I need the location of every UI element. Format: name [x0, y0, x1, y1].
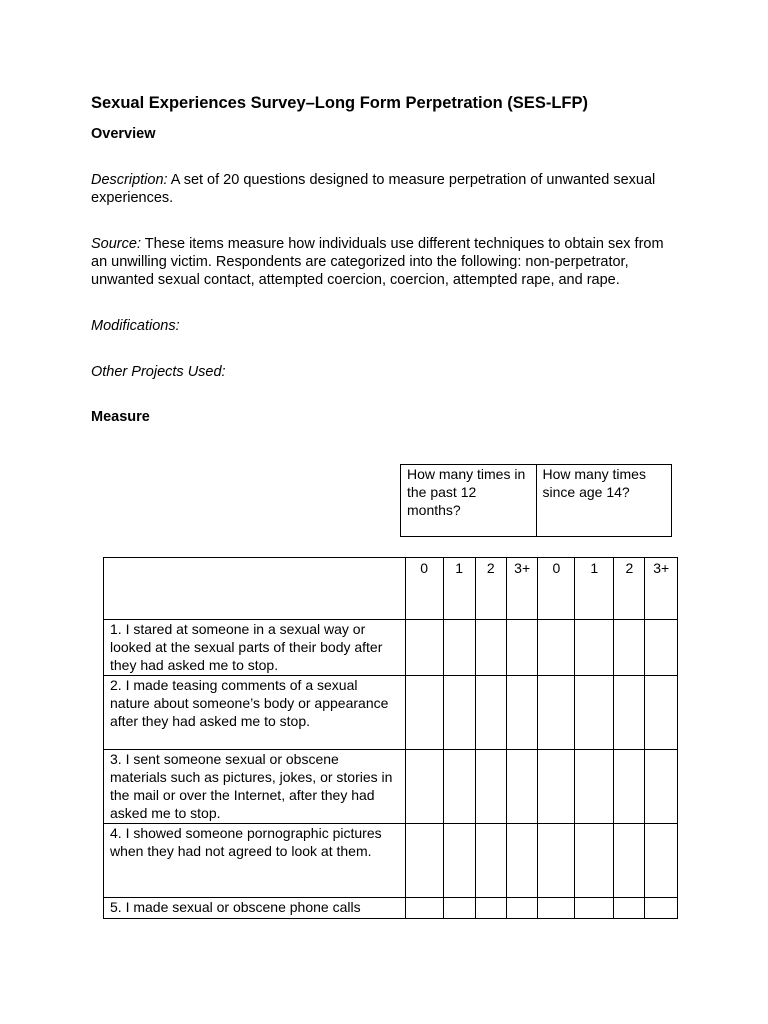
answer-cell[interactable] — [405, 824, 443, 898]
question-cell: 1. I stared at someone in a sexual way or looked at the sexual parts of their body after they had asked me to stop. — [104, 620, 406, 676]
timeframe-header-table — [400, 464, 672, 537]
question-cell: 3. I sent someone sexual or obscene materials such as pictures, jokes, or stories in the mail or over the Internet, after they had asked me to stop. — [104, 750, 406, 824]
answer-cell[interactable] — [443, 898, 475, 919]
description-paragraph — [91, 171, 671, 207]
answer-cell[interactable] — [538, 898, 575, 919]
answer-cell[interactable] — [645, 750, 678, 824]
description-label: Description: — [91, 172, 168, 188]
answer-cell[interactable] — [443, 750, 475, 824]
answer-cell[interactable] — [475, 750, 506, 824]
column-header: 3+ — [506, 558, 537, 620]
question-cell: 5. I made sexual or obscene phone calls — [104, 898, 406, 919]
question-cell: 4. I showed someone pornographic pictures when they had not agreed to look at them. — [104, 824, 406, 898]
since-age-14-header: How many times since age 14? — [536, 465, 672, 537]
source-paragraph — [91, 235, 671, 289]
answer-cell[interactable] — [614, 824, 645, 898]
answer-cell[interactable] — [443, 620, 475, 676]
answer-cell[interactable] — [506, 824, 537, 898]
answer-cell[interactable] — [645, 676, 678, 750]
column-header: 2 — [614, 558, 645, 620]
table-row — [104, 824, 678, 898]
column-header: 0 — [405, 558, 443, 620]
column-header: 0 — [538, 558, 575, 620]
answer-cell[interactable] — [506, 676, 537, 750]
source-text: These items measure how individuals use different techniques to obtain sex from an unwilling victim. Respondents are categorized into the following: non-perpetrator, unwanted sexual contact, attempted coercion, coercion, attempted rape, and rape. — [91, 236, 664, 288]
answer-cell[interactable] — [506, 898, 537, 919]
answer-cell[interactable] — [645, 824, 678, 898]
answer-cell[interactable] — [614, 676, 645, 750]
answer-cell[interactable] — [645, 620, 678, 676]
answer-cell[interactable] — [405, 898, 443, 919]
answer-cell[interactable] — [538, 824, 575, 898]
answer-cell[interactable] — [614, 620, 645, 676]
column-header: 1 — [575, 558, 614, 620]
column-header: 2 — [475, 558, 506, 620]
table-row — [104, 620, 678, 676]
table-row — [104, 750, 678, 824]
answer-cell[interactable] — [405, 620, 443, 676]
modifications-label: Modifications: — [91, 318, 180, 334]
answer-cell[interactable] — [506, 750, 537, 824]
modifications-paragraph — [91, 317, 671, 335]
answer-cell[interactable] — [538, 676, 575, 750]
table-row — [104, 898, 678, 919]
question-header-cell — [104, 558, 406, 620]
answer-cell[interactable] — [475, 898, 506, 919]
measure-heading: Measure — [91, 409, 150, 425]
answer-cell[interactable] — [443, 824, 475, 898]
column-header: 1 — [443, 558, 475, 620]
other-projects-label: Other Projects Used: — [91, 364, 226, 380]
table-row — [104, 676, 678, 750]
table-header-row — [104, 558, 678, 620]
answer-cell[interactable] — [538, 750, 575, 824]
document-title: Sexual Experiences Survey–Long Form Perpetration (SES-LFP) — [91, 94, 588, 112]
answer-cell[interactable] — [645, 898, 678, 919]
column-header: 3+ — [645, 558, 678, 620]
other-projects-paragraph — [91, 363, 671, 381]
answer-cell[interactable] — [575, 676, 614, 750]
answer-cell[interactable] — [575, 824, 614, 898]
answer-cell[interactable] — [475, 676, 506, 750]
answer-cell[interactable] — [443, 676, 475, 750]
question-cell: 2. I made teasing comments of a sexual nature about someone’s body or appearance after they had asked me to stop. — [104, 676, 406, 750]
answer-cell[interactable] — [475, 824, 506, 898]
answer-cell[interactable] — [538, 620, 575, 676]
overview-heading: Overview — [91, 126, 156, 142]
source-label: Source: — [91, 236, 141, 252]
answer-cell[interactable] — [506, 620, 537, 676]
past-12-months-header: How many times in the past 12 months? — [401, 465, 537, 537]
answer-cell[interactable] — [575, 620, 614, 676]
answer-cell[interactable] — [614, 750, 645, 824]
description-text: A set of 20 questions designed to measure perpetration of unwanted sexual experiences. — [91, 172, 656, 206]
answer-cell[interactable] — [475, 620, 506, 676]
answer-cell[interactable] — [405, 750, 443, 824]
measure-table — [103, 557, 678, 919]
answer-cell[interactable] — [575, 898, 614, 919]
answer-cell[interactable] — [575, 750, 614, 824]
answer-cell[interactable] — [614, 898, 645, 919]
answer-cell[interactable] — [405, 676, 443, 750]
